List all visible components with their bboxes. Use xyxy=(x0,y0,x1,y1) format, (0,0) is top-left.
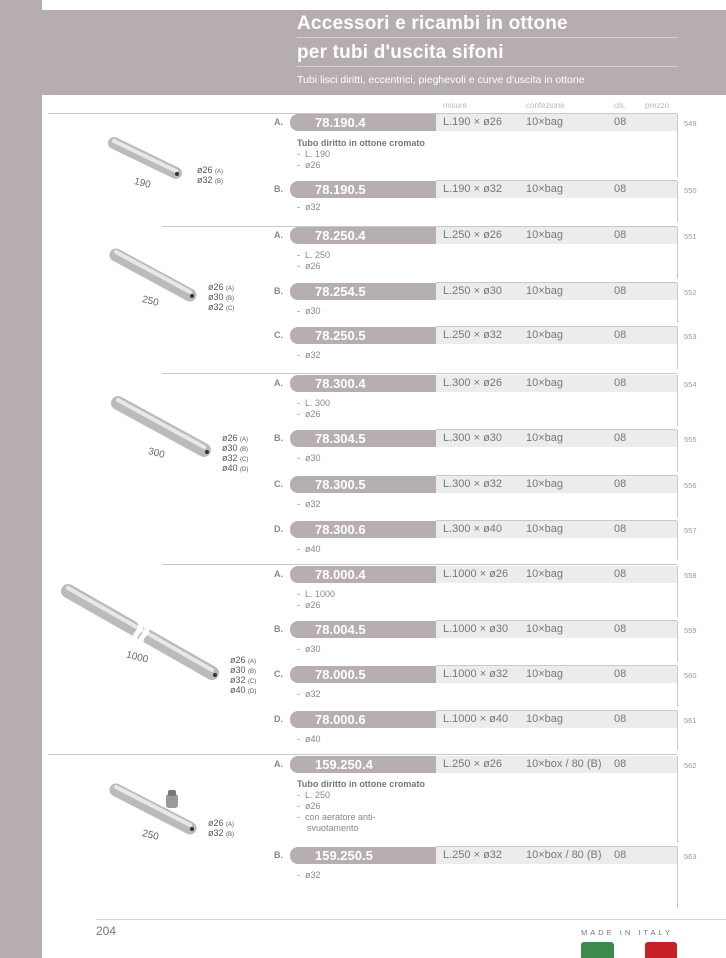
diameter-tag: (A) xyxy=(215,169,224,175)
length-dimension-label: 190 xyxy=(132,176,152,191)
diameter-value: ø32 xyxy=(208,302,224,312)
diameter-value: ø30 xyxy=(230,665,246,675)
col-head-prezzo: prezzo xyxy=(645,101,670,110)
variant-letter: A. xyxy=(274,230,283,240)
size-value: L.300 × ø26 xyxy=(443,377,503,389)
variant-letter: D. xyxy=(274,714,283,724)
cls-value: 08 xyxy=(614,523,627,535)
product-code: 78.000.6 xyxy=(290,711,436,728)
made-in-italy-label: MADE IN ITALY xyxy=(581,928,674,937)
length-dimension-label: 1000 xyxy=(124,649,150,666)
product-code: 78.000.5 xyxy=(290,666,436,683)
cls-value: 08 xyxy=(614,116,627,128)
product-code: 78.190.4 xyxy=(290,114,436,131)
length-dimension-label: 300 xyxy=(146,446,166,461)
diameter-tag: (B) xyxy=(240,447,249,453)
diameter-value: ø40 xyxy=(222,463,238,473)
group-separator xyxy=(162,373,677,374)
diameter-tag: (A) xyxy=(240,437,249,443)
product-code: 78.000.4 xyxy=(290,566,436,583)
pipe-illustration-300 xyxy=(108,395,213,475)
price-column-rule xyxy=(677,114,678,177)
diameter-label xyxy=(222,463,248,475)
cls-value: 08 xyxy=(614,183,627,195)
group-separator xyxy=(48,754,677,755)
diameter-value: ø32 xyxy=(208,828,224,838)
variant-letter: D. xyxy=(274,524,283,534)
cls-value: 08 xyxy=(614,568,627,580)
pack-value: 10×box / 80 (B) xyxy=(526,849,602,861)
flag-green-tab xyxy=(581,942,614,958)
product-code: 78.004.5 xyxy=(290,621,436,638)
description-line: svuotamento xyxy=(297,823,359,833)
variant-letter: C. xyxy=(274,330,283,340)
cls-value: 08 xyxy=(614,329,627,341)
diameter-tag: (A) xyxy=(226,822,235,828)
pack-value: 10×bag xyxy=(526,183,564,195)
description-line: - L. 300 xyxy=(297,398,331,408)
diameter-value: ø26 xyxy=(197,165,213,175)
product-code: 159.250.5 xyxy=(290,847,436,864)
left-margin-bar xyxy=(0,0,42,958)
cls-value: 08 xyxy=(614,432,627,444)
diameter-tag: (B) xyxy=(226,832,235,838)
price-column-rule xyxy=(677,711,678,750)
size-value: L.300 × ø32 xyxy=(443,478,503,490)
page-number: 204 xyxy=(96,924,117,938)
description-line: - ø26 xyxy=(297,801,321,811)
size-value: L.190 × ø26 xyxy=(443,116,503,128)
description-line: - ø32 xyxy=(297,689,321,699)
description-line: - ø40 xyxy=(297,544,321,554)
description-line: - ø26 xyxy=(297,261,321,271)
title-rule xyxy=(297,66,678,67)
variant-letter: B. xyxy=(274,433,283,443)
diameter-value: ø26 xyxy=(208,818,224,828)
description-line: - ø32 xyxy=(297,499,321,509)
price-column-rule xyxy=(677,430,678,472)
pack-value: 10×bag xyxy=(526,623,564,635)
diameter-tag: (B) xyxy=(248,669,257,675)
title-rule xyxy=(297,37,678,38)
pack-value: 10×bag xyxy=(526,478,564,490)
cls-value: 08 xyxy=(614,377,627,389)
col-head-cls: cls. xyxy=(614,101,626,110)
price-column-rule xyxy=(677,847,678,908)
pack-value: 10×bag xyxy=(526,568,564,580)
pipe-illustration-aerator xyxy=(108,778,198,853)
diameter-tag: (D) xyxy=(240,467,249,473)
diameter-value: ø32 xyxy=(197,175,213,185)
size-value: L.1000 × ø30 xyxy=(443,623,509,635)
footer-rule xyxy=(96,919,726,920)
reference-number: 556 xyxy=(684,481,697,490)
pack-value: 10×bag xyxy=(526,713,564,725)
product-code: 78.300.5 xyxy=(290,476,436,493)
size-value: L.250 × ø26 xyxy=(443,229,503,241)
variant-letter: B. xyxy=(274,850,283,860)
diameter-tag: (B) xyxy=(226,296,235,302)
price-column-rule xyxy=(677,327,678,369)
reference-number: 560 xyxy=(684,671,697,680)
diameter-value: ø32 xyxy=(230,675,246,685)
col-head-misure: misure xyxy=(443,101,468,110)
reference-number: 563 xyxy=(684,852,697,861)
diameter-value: ø30 xyxy=(222,443,238,453)
cls-value: 08 xyxy=(614,668,627,680)
description-line: - L. 190 xyxy=(297,149,331,159)
price-column-rule xyxy=(677,666,678,707)
pack-value: 10×bag xyxy=(526,116,564,128)
diameter-value: ø32 xyxy=(222,453,238,463)
price-column-rule xyxy=(677,181,678,222)
diameter-tag: (A) xyxy=(248,659,257,665)
reference-number: 551 xyxy=(684,232,697,241)
description-line: - ø32 xyxy=(297,202,321,212)
size-value: L.250 × ø26 xyxy=(443,758,503,770)
variant-letter: C. xyxy=(274,669,283,679)
size-value: L.250 × ø30 xyxy=(443,285,503,297)
reference-number: 558 xyxy=(684,571,697,580)
cls-value: 08 xyxy=(614,478,627,490)
description-line: - ø32 xyxy=(297,350,321,360)
diameter-tag: (C) xyxy=(240,457,249,463)
length-dimension-label: 250 xyxy=(140,828,160,843)
description-line: - L. 250 xyxy=(297,790,331,800)
product-code: 78.250.5 xyxy=(290,327,436,344)
price-column-rule xyxy=(677,227,678,279)
col-head-confezione: confezione xyxy=(526,101,565,110)
cls-value: 08 xyxy=(614,713,627,725)
diameter-label xyxy=(197,175,223,187)
size-value: L.190 × ø32 xyxy=(443,183,503,195)
size-value: L.1000 × ø40 xyxy=(443,713,509,725)
length-dimension-label: 250 xyxy=(140,294,160,309)
pipe-illustration-250 xyxy=(108,245,198,325)
diameter-tag: (D) xyxy=(248,689,257,695)
size-value: L.250 × ø32 xyxy=(443,329,503,341)
description-line: - ø26 xyxy=(297,600,321,610)
diameter-value: ø26 xyxy=(230,655,246,665)
diameter-value: ø26 xyxy=(208,282,224,292)
diameter-label xyxy=(230,685,256,697)
diameter-tag: (C) xyxy=(226,306,235,312)
description-line: - ø30 xyxy=(297,644,321,654)
pipe-illustration-190 xyxy=(108,135,188,195)
variant-letter: A. xyxy=(274,117,283,127)
cls-value: 08 xyxy=(614,849,627,861)
cls-value: 08 xyxy=(614,623,627,635)
description-line: - L. 1000 xyxy=(297,589,336,599)
price-column-rule xyxy=(677,566,678,617)
description-line: - con aeratore anti- xyxy=(297,812,376,822)
description-title: Tubo diritto in ottone cromato xyxy=(297,138,425,148)
description-line: - ø32 xyxy=(297,870,321,880)
reference-number: 553 xyxy=(684,332,697,341)
pipe-illustration-1000 xyxy=(60,585,220,685)
size-value: L.1000 × ø26 xyxy=(443,568,509,580)
product-code: 159.250.4 xyxy=(290,756,436,773)
size-value: L.1000 × ø32 xyxy=(443,668,509,680)
reference-number: 561 xyxy=(684,716,697,725)
diameter-tag: (B) xyxy=(215,179,224,185)
cls-value: 08 xyxy=(614,229,627,241)
reference-number: 554 xyxy=(684,380,697,389)
reference-number: 555 xyxy=(684,435,697,444)
product-code: 78.254.5 xyxy=(290,283,436,300)
reference-number: 550 xyxy=(684,186,697,195)
size-value: L.300 × ø30 xyxy=(443,432,503,444)
price-column-rule xyxy=(677,756,678,843)
size-value: L.250 × ø32 xyxy=(443,849,503,861)
page-subtitle: Tubi lisci diritti, eccentrici, pieghevoli e curve d'uscita in ottone xyxy=(297,74,585,86)
product-code: 78.300.4 xyxy=(290,375,436,392)
description-line: - ø40 xyxy=(297,734,321,744)
reference-number: 549 xyxy=(684,119,697,128)
variant-letter: C. xyxy=(274,479,283,489)
reference-number: 559 xyxy=(684,626,697,635)
variant-letter: B. xyxy=(274,286,283,296)
product-code: 78.250.4 xyxy=(290,227,436,244)
cls-value: 08 xyxy=(614,285,627,297)
description-line: - ø26 xyxy=(297,409,321,419)
description-line: - ø30 xyxy=(297,306,321,316)
diameter-tag: (C) xyxy=(248,679,257,685)
pack-value: 10×box / 80 (B) xyxy=(526,758,602,770)
product-code: 78.190.5 xyxy=(290,181,436,198)
diameter-value: ø40 xyxy=(230,685,246,695)
product-code: 78.304.5 xyxy=(290,430,436,447)
size-value: L.300 × ø40 xyxy=(443,523,503,535)
reference-number: 557 xyxy=(684,526,697,535)
product-code: 78.300.6 xyxy=(290,521,436,538)
page-title-line1: Accessori e ricambi in ottone xyxy=(297,13,568,34)
pack-value: 10×bag xyxy=(526,432,564,444)
description-line: - ø30 xyxy=(297,453,321,463)
price-column-rule xyxy=(677,621,678,662)
reference-number: 552 xyxy=(684,288,697,297)
diameter-value: ø30 xyxy=(208,292,224,302)
description-title: Tubo diritto in ottone cromato xyxy=(297,779,425,789)
diameter-tag: (A) xyxy=(226,286,235,292)
variant-letter: B. xyxy=(274,184,283,194)
reference-number: 562 xyxy=(684,761,697,770)
diameter-label xyxy=(208,828,234,840)
page-title-line2: per tubi d'uscita sifoni xyxy=(297,42,504,63)
pack-value: 10×bag xyxy=(526,229,564,241)
price-column-rule xyxy=(677,521,678,560)
variant-letter: A. xyxy=(274,569,283,579)
pack-value: 10×bag xyxy=(526,523,564,535)
price-column-rule xyxy=(677,476,678,517)
pack-value: 10×bag xyxy=(526,285,564,297)
price-column-rule xyxy=(677,283,678,323)
description-line: - L. 250 xyxy=(297,250,331,260)
variant-letter: B. xyxy=(274,624,283,634)
variant-letter: A. xyxy=(274,759,283,769)
price-column-rule xyxy=(677,375,678,426)
pack-value: 10×bag xyxy=(526,668,564,680)
pack-value: 10×bag xyxy=(526,329,564,341)
description-line: - ø26 xyxy=(297,160,321,170)
variant-letter: A. xyxy=(274,378,283,388)
diameter-value: ø26 xyxy=(222,433,238,443)
group-separator xyxy=(162,564,677,565)
pack-value: 10×bag xyxy=(526,377,564,389)
flag-red-tab xyxy=(645,942,677,958)
diameter-label xyxy=(208,302,234,314)
cls-value: 08 xyxy=(614,758,627,770)
